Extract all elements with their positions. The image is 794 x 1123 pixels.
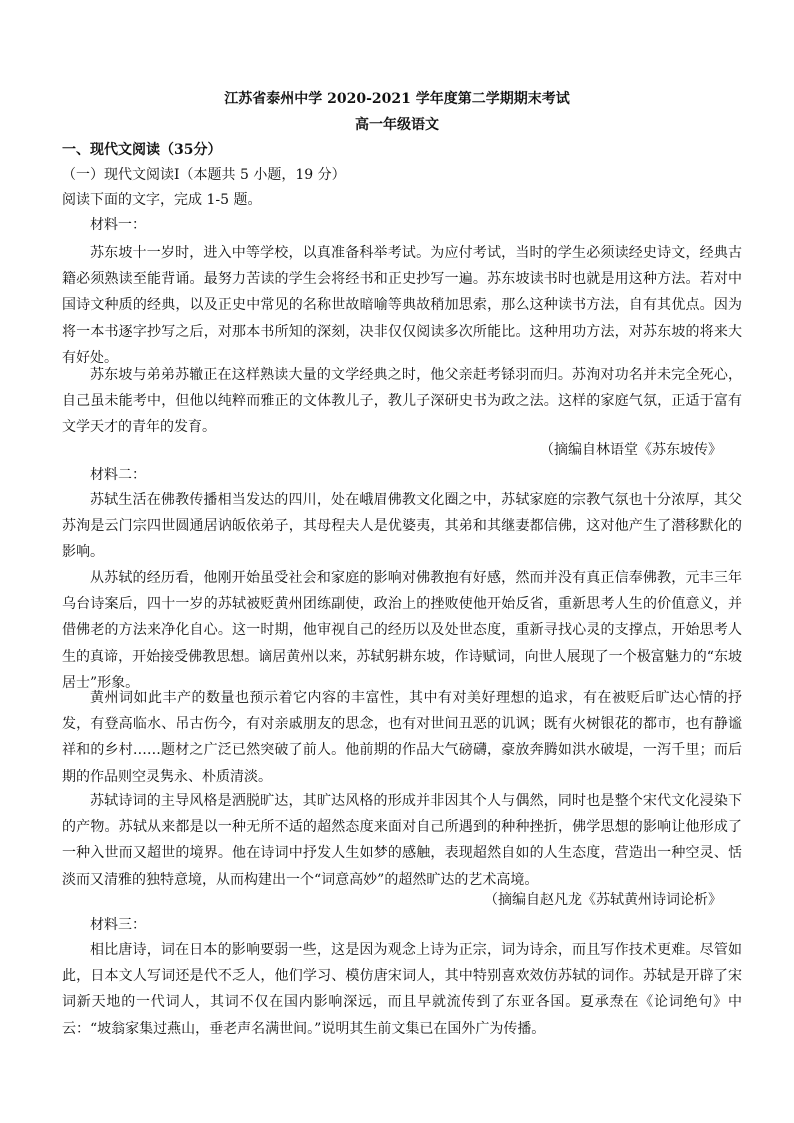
exam-title: 江苏省泰州中学 2020-2021 学年度第二学期期末考试 [224, 91, 570, 107]
exam-subtitle: 高一年级语文 [355, 117, 439, 133]
material-three-paragraph: 相比唐诗，词在日本的影响要弱一些，这是因为观念上诗为正宗，词为诗余，而且写作技术更难。尽管如此，日本文人写词还是代不乏人，他们学习、模仿唐宋词人，其中特别喜欢效仿苏轼的词作。苏轼是开辟了宋词新天地的一代词人，其词不仅在国内影响深远，而且早就流传到了东亚各国。夏承焘在《论词绝句》中云：“坡翁家集过燕山，垂老声名满世间。”说明其生前文集已在国外广为传播。 [62, 942, 742, 1037]
material-one-paragraph: 苏东坡十一岁时，进入中等学校，以真准备科举考试。为应付考试，当时的学生必须读经史诗文，经典古籍必须熟读至能背诵。最努力苦读的学生会将经书和正史抄写一遍。苏东坡读书时也就是用这种方法。若对中国诗文种质的经典，以及正史中常见的名称世故暗喻等典故稍加思索，那么这种读书方法，自有其优点。因为将一本书逐字抄写之后，对那本书所知的深刻，决非仅仅阅读多次所能比。这种用功方法，对苏东坡的将来大有好处。 [62, 245, 742, 366]
material-two-paragraph: 从苏轼的经历看，他刚开始虽受社会和家庭的影响对佛教抱有好感，然而并没有真正信奉佛教，元丰三年乌台诗案后，四十一岁的苏轼被贬黄州团练副使，政治上的挫败使他开始反省，重新思考人生的价值意义，并借佛老的方法来净化自心。这一时期，他审视自己的经历以及处世态度，重新寻找心灵的支撑点，开始思考人生的真谛，开始接受佛教思想。谪居黄州以来，苏轼躬耕东坡，作诗赋词，向世人展现了一个极富魅力的“东坡居士”形象。 [62, 570, 742, 691]
material-two-paragraph: 黄州词如此丰产的数量也预示着它内容的丰富性，其中有对美好理想的追求，有在被贬后旷达心情的抒发，有登高临水、吊古伤今，有对亲戚朋友的思念，也有对世间丑恶的讥讽；既有火树银花的都市，也有静谧祥和的乡村……题材之广泛已然突破了前人。他前期的作品大气磅礴，豪放奔腾如洪水破堤，一泻千里；而后期的作品则空灵隽永、朴质清淡。 [62, 690, 742, 785]
material-two-paragraph: 苏轼诗词的主导风格是洒脱旷达，其旷达风格的形成并非因其个人与偶然，同时也是整个宋代文化浸染下的产物。苏轼从来都是以一种无所不适的超然态度来面对自己所遇到的种种挫折，佛学思想的影响让他形成了一种入世而又超世的境界。他在诗词中抒发人生如梦的感触，表现超然自如的人生态度，营造出一种空灵、恬淡而又清雅的独特意境，从而构建出一个“词意高妙”的超然旷达的艺术高境。 [62, 793, 742, 888]
material-two-paragraph: 苏轼生活在佛教传播相当发达的四川，处在峨眉佛教文化圈之中，苏轼家庭的宗教气氛也十分浓厚，其父苏洵是云门宗四世圆通居讷皈依弟子，其母程夫人是优婆夷，其弟和其继妻都信佛，这对他产生了潜移默化的影响。 [62, 492, 742, 561]
material-one-label: 材料一： [90, 217, 146, 233]
section-heading: 一、现代文阅读（35分） [62, 142, 222, 158]
reading-instruction: 阅读下面的文字，完成 1-5 题。 [62, 192, 262, 208]
material-one-paragraph: 苏东坡与弟弟苏辙正在这样熟读大量的文学经典之时，他父亲赶考铩羽而归。苏洵对功名并未完全死心，自己虽未能考中，但他以纯粹而雅正的文体教儿子，教儿子深研史书为政之法。这样的家庭气氛，正适于富有文学天才的青年的发育。 [62, 367, 742, 436]
material-two-source: （摘编自赵凡龙《苏轼黄州诗词论析》 [484, 892, 722, 908]
material-one-source: （摘编自林语堂《苏东坡传》 [540, 442, 722, 458]
material-three-label: 材料三： [90, 917, 146, 933]
section-subheading: （一）现代文阅读Ⅰ（本题共 5 小题，19 分） [62, 167, 346, 183]
material-two-label: 材料二： [90, 467, 146, 483]
